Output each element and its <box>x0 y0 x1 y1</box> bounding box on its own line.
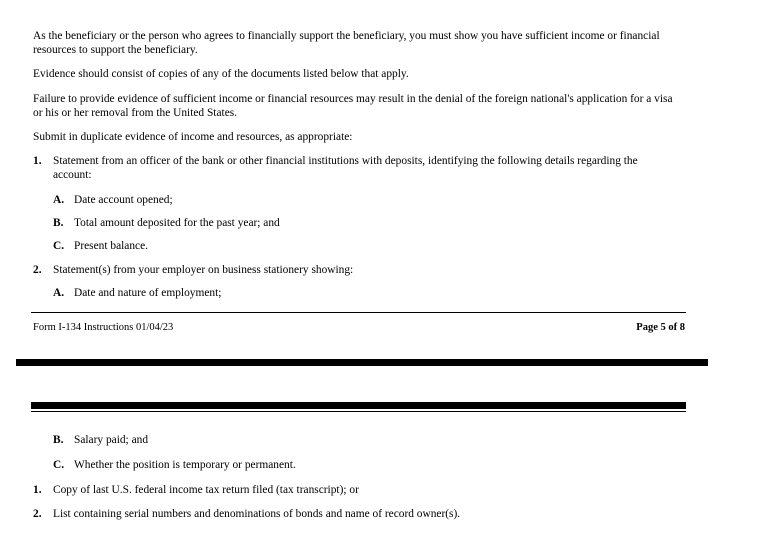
subitem-text-1b: Total amount deposited for the past year; and <box>74 217 280 229</box>
subitem-letter-1c: C. <box>53 240 65 252</box>
page-break-top-bar <box>31 402 686 409</box>
subitem-letter-2b: B. <box>53 434 64 446</box>
list-number-p2-1: 1. <box>33 484 42 496</box>
list-item-p2-1-text: Copy of last U.S. federal income tax return filed (tax transcript); or <box>53 484 359 496</box>
page-break-bottom-bar <box>16 359 708 366</box>
list-item-2-text: Statement(s) from your employer on business stationery showing: <box>53 264 354 276</box>
paragraph-submit: Submit in duplicate evidence of income and resources, as appropriate: <box>33 131 353 143</box>
paragraph-failure: Failure to provide evidence of sufficient income or financial resources may result in the denial of the foreign national's application for a visa or his or her removal from the United States. <box>33 93 673 119</box>
list-item-p2-2-text: List containing serial numbers and denominations of bonds and name of record owner(s). <box>53 508 461 520</box>
subitem-letter-2a: A. <box>53 287 65 299</box>
list-item-1-text: Statement from an officer of the bank or other financial institutions with deposits, identifying the following details regarding the account: <box>53 155 638 181</box>
list-number-1: 1. <box>33 155 42 167</box>
page-header-rule <box>31 411 686 412</box>
subitem-text-2c: Whether the position is temporary or permanent. <box>74 459 296 471</box>
footer-page-label: Page 5 of 8 <box>636 322 685 333</box>
subitem-text-2b: Salary paid; and <box>74 434 149 446</box>
subitem-letter-1a: A. <box>53 194 65 206</box>
paragraph-evidence: Evidence should consist of copies of any of the documents listed below that apply. <box>33 68 409 80</box>
subitem-letter-2c: C. <box>53 459 65 471</box>
footer-divider <box>31 312 686 313</box>
subitem-letter-1b: B. <box>53 217 64 229</box>
subitem-text-1c: Present balance. <box>74 240 149 252</box>
list-number-p2-2: 2. <box>33 508 42 520</box>
subitem-text-1a: Date account opened; <box>74 194 173 206</box>
paragraph-support: As the beneficiary or the person who agrees to financially support the beneficiary, you must show you have sufficient income or financial resources to support the beneficiary. <box>33 30 660 56</box>
list-number-2: 2. <box>33 264 42 276</box>
subitem-text-2a: Date and nature of employment; <box>74 287 222 299</box>
footer-form-label: Form I-134 Instructions 01/04/23 <box>33 322 174 333</box>
